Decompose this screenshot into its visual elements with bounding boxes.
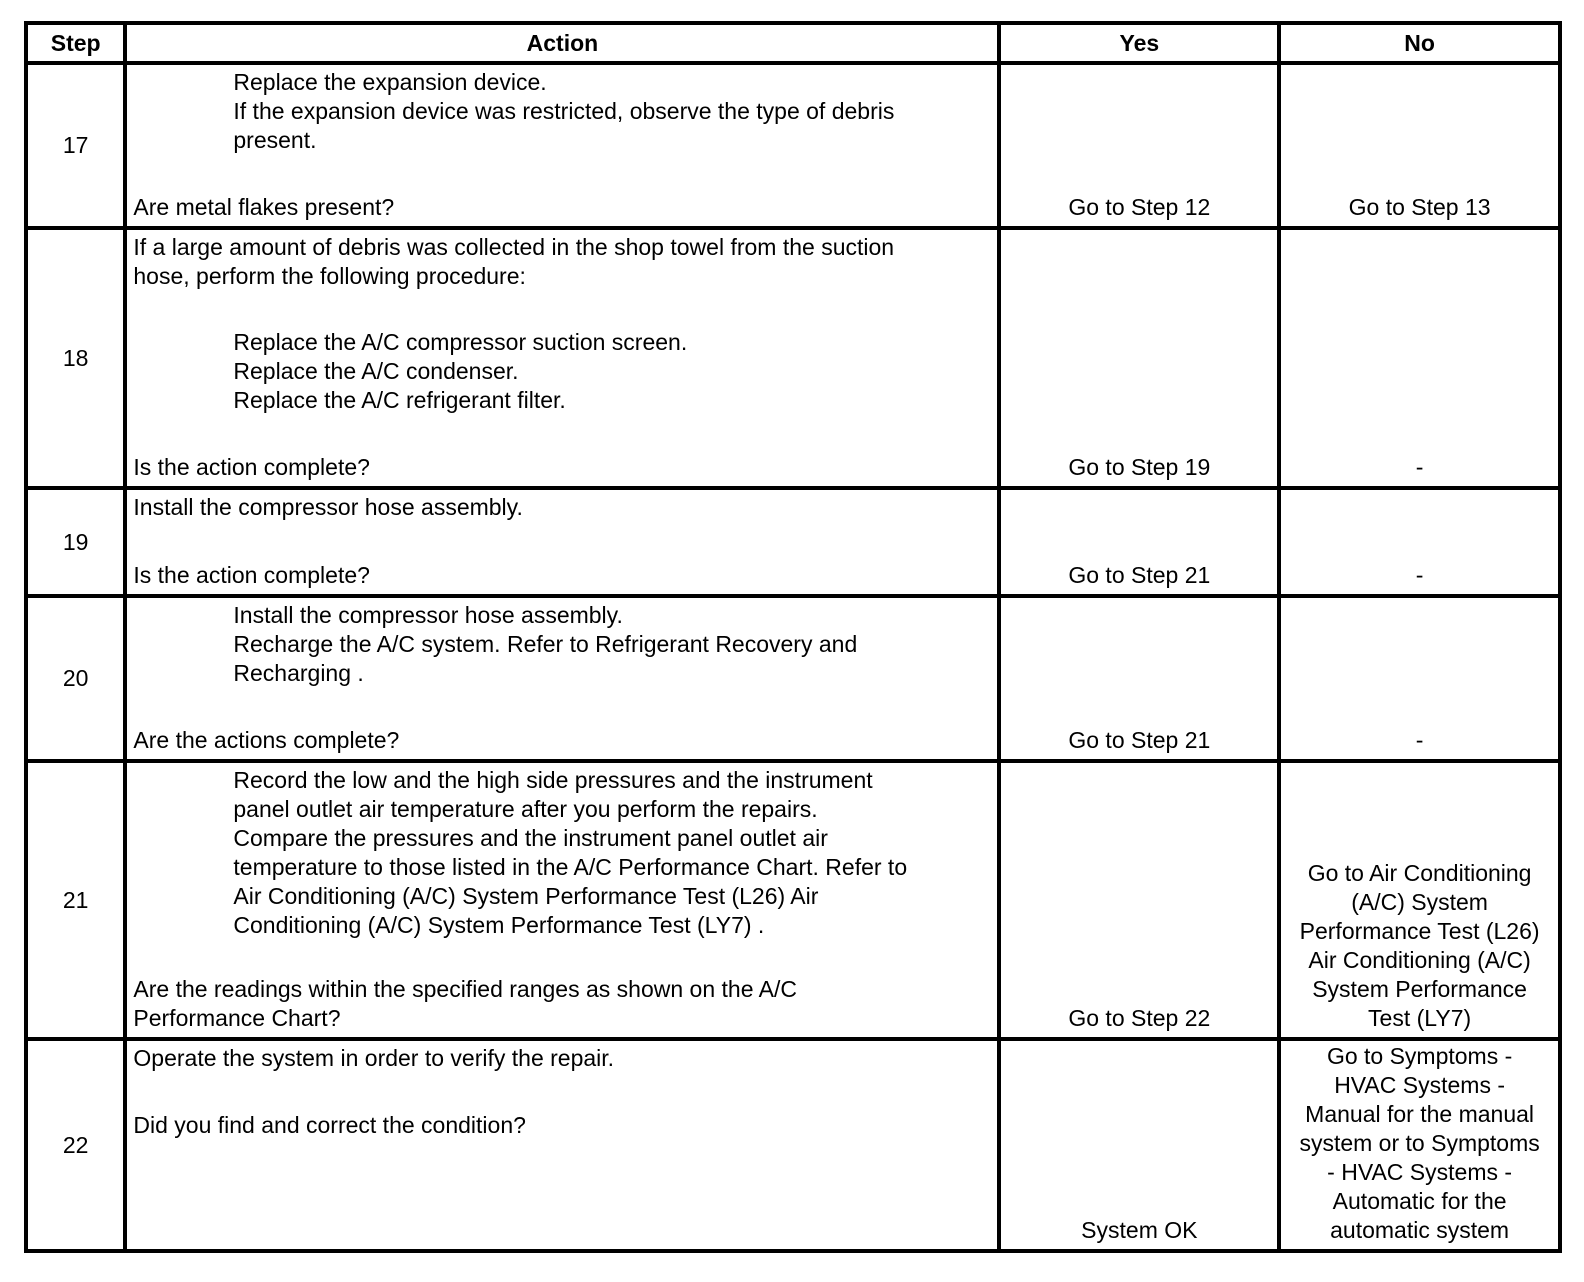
question: Are metal flakes present? — [133, 194, 395, 220]
no-line: Go to Symptoms - — [1326, 1043, 1513, 1069]
question: Are the actions complete? — [133, 727, 400, 753]
no-line: Automatic for the — [1332, 1188, 1507, 1214]
no-cell — [1279, 1039, 1560, 1251]
no-cell: Go to Step 13 — [1279, 63, 1560, 228]
action-line: Replace the A/C compressor suction screen. — [233, 329, 688, 355]
action-cell — [125, 1039, 999, 1251]
no-line: Test (LY7) — [1368, 1005, 1472, 1031]
indented-block — [133, 328, 991, 415]
action-line: hose, perform the following procedure: — [133, 263, 526, 289]
step-number: 21 — [26, 761, 125, 1039]
action-line: panel outlet air temperature after you perform the repairs. — [233, 796, 818, 822]
table-row — [26, 596, 1560, 761]
action-line: Install the compressor hose assembly. — [233, 602, 623, 628]
question: Is the action complete? — [133, 454, 370, 480]
action-cell — [125, 63, 999, 228]
step-number: 20 — [26, 596, 125, 761]
header-yes: Yes — [999, 23, 1279, 63]
action-line: Replace the A/C refrigerant filter. — [233, 387, 566, 413]
table-row — [26, 1039, 1560, 1251]
action-line: Record the low and the high side pressures and the instrument — [233, 767, 873, 793]
action-line: Replace the A/C condenser. — [233, 358, 519, 384]
no-cell: - — [1279, 228, 1560, 488]
yes-cell: Go to Step 19 — [999, 228, 1279, 488]
step-number: 19 — [26, 488, 125, 596]
action-line: If a large amount of debris was collected in the shop towel from the suction — [133, 234, 895, 260]
question-line: Are the readings within the specified ranges as shown on the A/C — [133, 976, 797, 1002]
question-line: Performance Chart? — [133, 1005, 341, 1031]
diagnostic-table — [24, 21, 1562, 1253]
action-cell — [125, 761, 999, 1039]
header-row — [26, 23, 1560, 63]
action-line: Air Conditioning (A/C) System Performance Test (L26) Air — [233, 883, 819, 909]
header-no: No — [1279, 23, 1560, 63]
indented-block — [133, 766, 991, 940]
table-row — [26, 761, 1560, 1039]
table-row — [26, 63, 1560, 228]
no-line: Go to Air Conditioning — [1307, 860, 1532, 886]
question — [133, 975, 989, 1033]
no-line: HVAC Systems - — [1334, 1072, 1506, 1098]
action-line: Install the compressor hose assembly. — [133, 494, 523, 520]
step-number: 17 — [26, 63, 125, 228]
indented-block — [133, 68, 991, 155]
step-number: 18 — [26, 228, 125, 488]
table-row — [26, 488, 1560, 596]
question: Did you find and correct the condition? — [133, 1112, 526, 1138]
no-line: system or to Symptoms — [1299, 1130, 1540, 1156]
action-line: temperature to those listed in the A/C Performance Chart. Refer to — [233, 854, 908, 880]
no-line: System Performance — [1312, 976, 1527, 1002]
action-cell — [125, 488, 999, 596]
no-cell — [1279, 761, 1560, 1039]
action-line: Recharging . — [233, 660, 364, 686]
yes-cell: Go to Step 12 — [999, 63, 1279, 228]
action-line: present. — [233, 127, 317, 153]
action-line: Recharge the A/C system. Refer to Refrigerant Recovery and — [233, 631, 858, 657]
action-line: Compare the pressures and the instrument panel outlet air — [233, 825, 828, 851]
no-line: (A/C) System — [1351, 889, 1488, 915]
no-line: - HVAC Systems - — [1327, 1159, 1513, 1185]
header-action: Action — [125, 23, 999, 63]
yes-cell: Go to Step 21 — [999, 596, 1279, 761]
yes-cell: Go to Step 22 — [999, 761, 1279, 1039]
yes-cell: Go to Step 21 — [999, 488, 1279, 596]
action-line: Replace the expansion device. — [233, 69, 547, 95]
action-cell — [125, 596, 999, 761]
no-line: Manual for the manual — [1305, 1101, 1535, 1127]
no-line: Performance Test (L26) — [1299, 918, 1540, 944]
no-line: automatic system — [1330, 1217, 1510, 1243]
step-number: 22 — [26, 1039, 125, 1251]
indented-block — [133, 601, 991, 688]
table-row — [26, 228, 1560, 488]
action-line: Conditioning (A/C) System Performance Test (LY7) . — [233, 912, 765, 938]
question: Is the action complete? — [133, 562, 370, 588]
action-line: If the expansion device was restricted, observe the type of debris — [233, 98, 895, 124]
header-step: Step — [26, 23, 125, 63]
action-line: Operate the system in order to verify the repair. — [133, 1045, 615, 1071]
no-cell: - — [1279, 596, 1560, 761]
no-cell: - — [1279, 488, 1560, 596]
no-line: Air Conditioning (A/C) — [1308, 947, 1531, 973]
yes-cell: System OK — [999, 1039, 1279, 1251]
action-cell — [125, 228, 999, 488]
